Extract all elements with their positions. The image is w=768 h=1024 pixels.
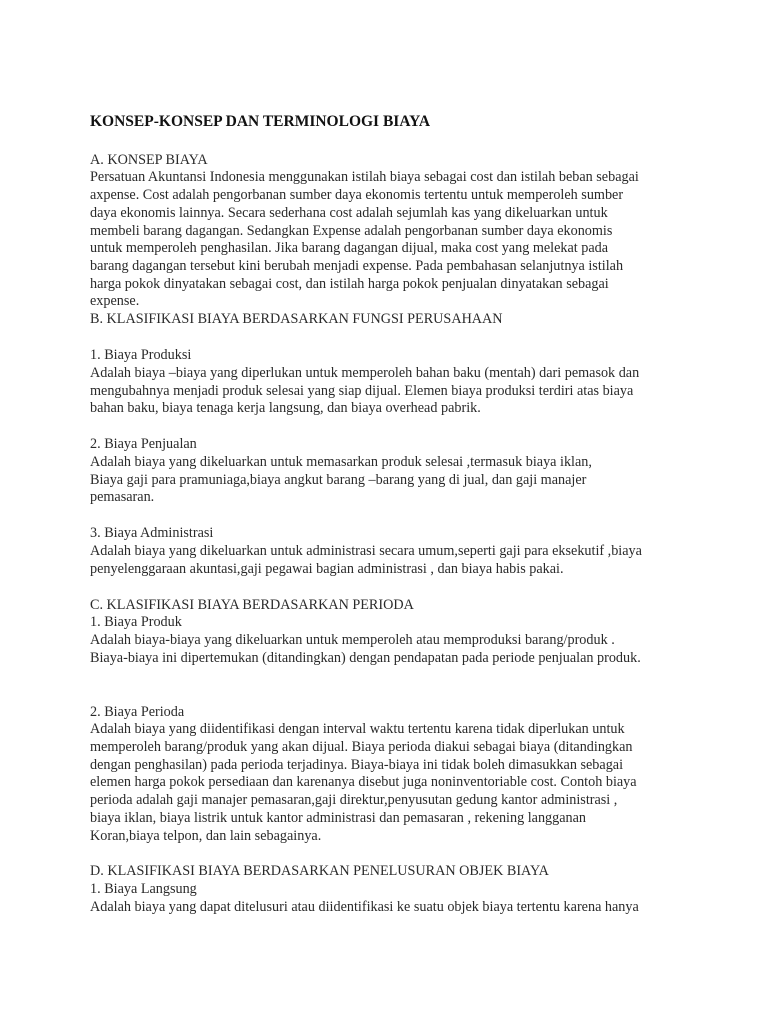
body-line: Adalah biaya –biaya yang diperlukan untuk memperoleh bahan baku (mentah) dari pemasok dan bbox=[90, 365, 640, 381]
body-line: Adalah biaya yang diidentifikasi dengan interval waktu tertentu karena tidak diperlukan untuk bbox=[90, 721, 625, 737]
body-line: harga pokok dinyatakan sebagai cost, dan istilah harga pokok penjualan dinyatakan sebagai bbox=[90, 276, 609, 292]
body-line: untuk memperoleh penghasilan. Jika barang dagangan dijual, maka cost yang melekat pada bbox=[90, 240, 609, 256]
body-line: daya ekonomis lainnya. Secara sederhana cost adalah sejumlah kas yang dikeluarkan untuk bbox=[90, 205, 608, 221]
body-line: Koran,biaya telpon, dan lain sebagainya. bbox=[90, 828, 322, 844]
document-title: KONSEP-KONSEP DAN TERMINOLOGI BIAYA bbox=[90, 113, 431, 130]
body-line: penyelenggaraan akuntasi,gaji pegawai bagian administrasi , dan biaya habis pakai. bbox=[90, 561, 564, 577]
subheading: 1. Biaya Langsung bbox=[90, 881, 197, 897]
body-line: Persatuan Akuntansi Indonesia menggunakan istilah biaya sebagai cost dan istilah beban sebagai bbox=[90, 169, 639, 185]
body-line: Biaya-biaya ini dipertemukan (ditandingkan) dengan pendapatan pada periode penjualan produk. bbox=[90, 650, 641, 666]
body-line: elemen harga pokok persediaan dan karenanya disebut juga noninventoriable cost. Contoh biaya bbox=[90, 774, 637, 790]
body-line: Adalah biaya yang dikeluarkan untuk administrasi secara umum,seperti gaji para eksekutif ,biaya bbox=[90, 543, 642, 559]
body-line: membeli barang dagangan. Sedangkan Expense adalah pengorbanan sumber daya ekonomis bbox=[90, 223, 613, 239]
body-line: perioda adalah gaji manajer pemasaran,gaji direktur,penyusutan gedung kantor administrasi , bbox=[90, 792, 618, 808]
body-line: mengubahnya menjadi produk selesai yang siap dijual. Elemen biaya produksi terdiri atas biaya bbox=[90, 383, 634, 399]
section-heading-b: B. KLASIFIKASI BIAYA BERDASARKAN FUNGSI PERUSAHAAN bbox=[90, 311, 503, 327]
body-line: pemasaran. bbox=[90, 489, 155, 505]
body-line: Adalah biaya yang dapat ditelusuri atau diidentifikasi ke suatu objek biaya tertentu karena hanya bbox=[90, 899, 639, 915]
body-line: memperoleh barang/produk yang akan dijual. Biaya perioda diakui sebagai biaya (ditandingkan bbox=[90, 739, 633, 755]
body-line: biaya iklan, biaya listrik untuk kantor administrasi dan pemasaran , rekening langganan bbox=[90, 810, 587, 826]
section-heading-c: C. KLASIFIKASI BIAYA BERDASARKAN PERIODA bbox=[90, 597, 414, 613]
section-heading-d: D. KLASIFIKASI BIAYA BERDASARKAN PENELUSURAN OBJEK BIAYA bbox=[90, 863, 549, 879]
subheading: 1. Biaya Produk bbox=[90, 614, 182, 630]
body-line: expense. bbox=[90, 293, 140, 309]
body-line: barang dagangan tersebut kini berubah menjadi expense. Pada pembahasan selanjutnya istilah bbox=[90, 258, 624, 274]
section-heading-a: A. KONSEP BIAYA bbox=[90, 152, 208, 168]
body-line: dengan penghasilan) pada perioda terjadinya. Biaya-biaya ini tidak boleh dimasukkan sebagai bbox=[90, 757, 624, 773]
subheading: 2. Biaya Penjualan bbox=[90, 436, 197, 452]
subheading: 1. Biaya Produksi bbox=[90, 347, 192, 363]
subheading: 3. Biaya Administrasi bbox=[90, 525, 214, 541]
body-line: bahan baku, biaya tenaga kerja langsung, dan biaya overhead pabrik. bbox=[90, 400, 481, 416]
subheading: 2. Biaya Perioda bbox=[90, 704, 185, 720]
body-line: axpense. Cost adalah pengorbanan sumber daya ekonomis tertentu untuk memperoleh sumber bbox=[90, 187, 624, 203]
body-line: Adalah biaya yang dikeluarkan untuk memasarkan produk selesai ,termasuk biaya iklan, bbox=[90, 454, 592, 470]
body-line: Biaya gaji para pramuniaga,biaya angkut barang –barang yang di jual, dan gaji manajer bbox=[90, 472, 587, 488]
body-line: Adalah biaya-biaya yang dikeluarkan untuk memperoleh atau memproduksi barang/produk . bbox=[90, 632, 615, 648]
